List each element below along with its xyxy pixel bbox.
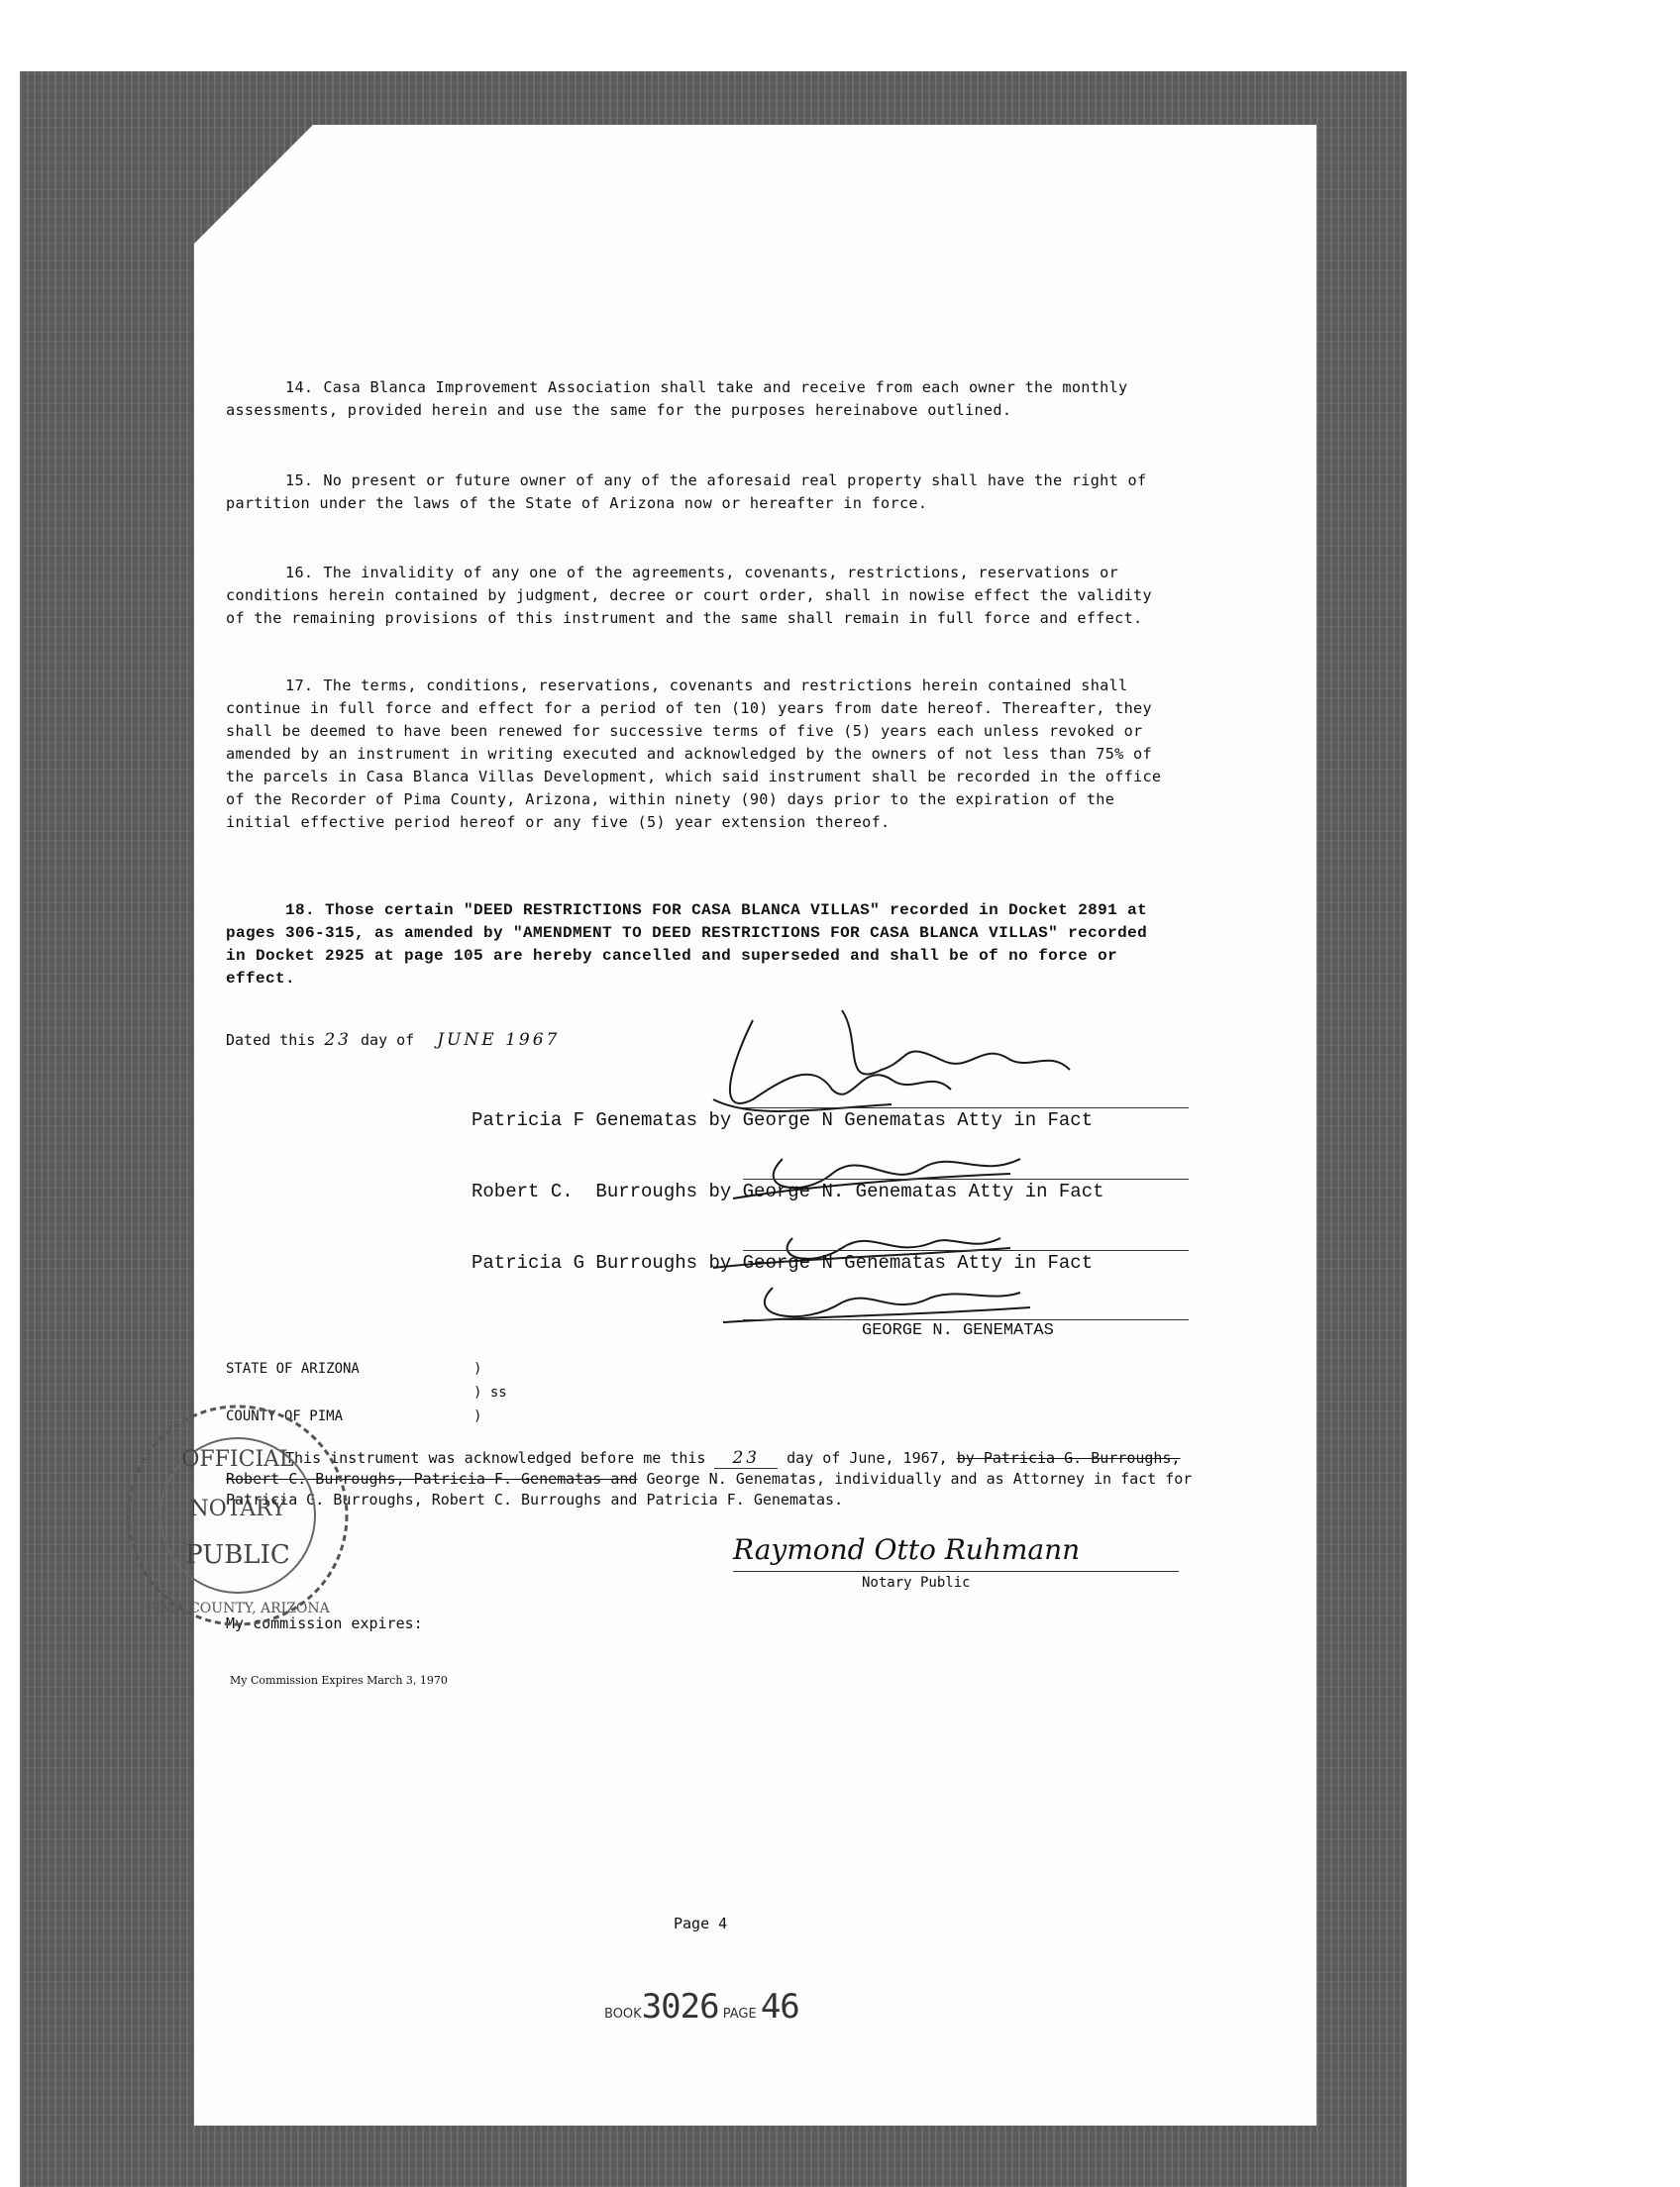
paragraph-number: 18. [285,901,316,919]
paragraph-15 [226,469,1177,515]
book-label: BOOK [604,2007,642,2022]
seal-text-mid: NOTARY [189,1497,286,1521]
ack-parties: George N. Genematas, individually and as Attorney in fact for Patricia G. Burroughs, Robert C. Burroughs and Patricia F. Genematas. [226,1470,1193,1509]
ack-lead: This instrument was acknowledged before me this [285,1449,706,1467]
signature-rule-3 [743,1250,1189,1251]
paragraph-18 [226,899,1177,990]
signature-scrawls [693,1000,1208,1337]
book-number: 3026 [641,1987,719,2027]
commission-label: My commission expires: [226,1614,423,1632]
notary-title: Notary Public [862,1575,971,1591]
seal-text-bottom: PUBLIC [185,1540,290,1570]
paragraph-number: 16. [285,564,314,581]
ack-day: 23 [714,1448,778,1469]
paragraph-number: 14. [285,378,314,396]
venue-paren: ) [473,1408,482,1424]
paragraph-text: No present or future owner of any of the aforesaid real property shall have the right of partition under the laws of the State of Arizona now or hereafter in force. [226,471,1147,512]
ack-date-rest: day of June, 1967, [787,1449,948,1467]
seal-text-county: PIMA COUNTY, ARIZONA [146,1601,330,1616]
page-num-stamp: 46 [760,1987,799,2027]
paragraph-14 [226,376,1177,422]
venue-county: COUNTY OF PIMA [226,1408,344,1424]
dated-month-year: JUNE 1967 [437,1030,561,1050]
commission-stamp: My Commission Expires March 3, 1970 [230,1674,448,1687]
signatory-name: GEORGE N. GENEMATAS [862,1321,1054,1340]
notary-seal [119,1387,357,1654]
paragraph-16 [226,562,1177,630]
signature-line-1: Patricia F Genematas by George N Genematas Atty in Fact [472,1109,1094,1131]
dated-mid: day of [361,1031,415,1049]
venue-state: STATE OF ARIZONA [226,1361,360,1377]
page-number: Page 4 [674,1915,728,1932]
page-label: PAGE [722,2007,757,2022]
venue-paren: ) [473,1361,482,1377]
dated-prefix: Dated this [226,1031,316,1049]
signature-line-3: Patricia G Burroughs by George N Genematas Atty in Fact [472,1252,1094,1274]
paragraph-text: Those certain "DEED RESTRICTIONS FOR CASA BLANCA VILLAS" recorded in Docket 2891 at pages 306-315, as amended by "AMENDMENT TO DEED RESTRICTIONS FOR CASA BLANCA VILLAS" recorded in Docket 2925 at page 105 are hereby cancelled and superseded and shall be of no force or effect. [226,901,1148,988]
signature-rule-1 [743,1107,1189,1108]
paragraph-number: 15. [285,471,314,489]
paragraph-17 [226,675,1177,834]
paragraph-text: Casa Blanca Improvement Association shall take and receive from each owner the monthly assessments, provided herein and use the same for the purposes hereinabove outlined. [226,378,1128,419]
dated-line [226,1030,560,1050]
signature-rule-4 [743,1319,1189,1320]
notary-signature: Raymond Otto Ruhmann [733,1533,1081,1566]
paragraph-number: 17. [285,677,314,694]
paragraph-text: The invalidity of any one of the agreements, covenants, restrictions, reservations or conditions herein contained by judgment, decree or court order, shall in nowise effect the validity of the remaining provisions of this instrument and the same shall remain in full force and effect. [226,564,1152,627]
acknowledgment-text [226,1448,1216,1510]
dated-day: 23 [324,1030,352,1050]
book-page-stamp [604,1987,799,2027]
notary-rule [733,1571,1179,1572]
ack-struck-text: by Patricia G. Burroughs, Robert C. Burroughs, Patricia F. Genematas and [226,1449,1181,1488]
signature-rule-2 [743,1179,1189,1180]
signature-line-2: Robert C. Burroughs by George N. Genematas Atty in Fact [472,1181,1104,1202]
venue-ss: ) ss [473,1385,507,1401]
seal-text-top: OFFICIAL [181,1447,294,1472]
paragraph-text: The terms, conditions, reservations, covenants and restrictions herein contained shall continue in full force and effect for a period of ten (10) years from date hereof. Thereafter, they shall be deemed to have been renewed for successive terms of five (5) years each unless revoked or amended by an instrument in writing executed and acknowledged by the owners of not less than 75% of the parcels in Casa Blanca Villas Development, which said instrument shall be recorded in the office of the Recorder of Pima County, Arizona, within ninety (90) days prior to the expiration of the initial effective period hereof or any five (5) year extension thereof. [226,677,1162,831]
